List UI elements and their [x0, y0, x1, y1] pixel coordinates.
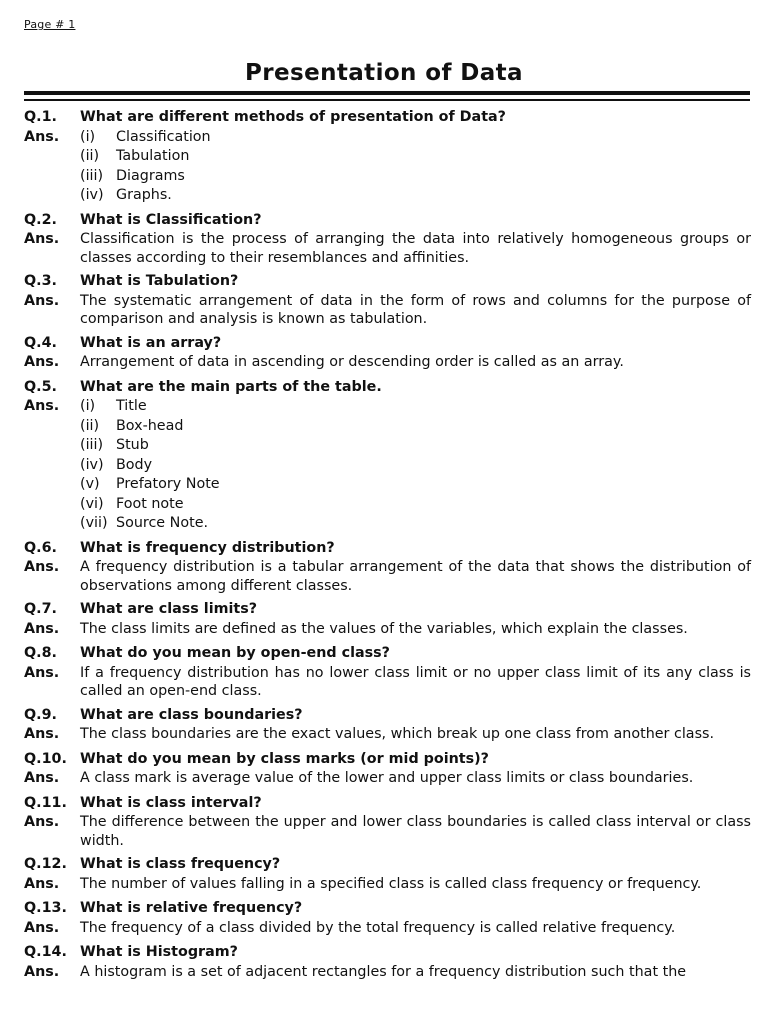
answer-label: Ans. — [24, 875, 60, 892]
title-rule-thick — [24, 91, 750, 95]
question-label: Q.14. — [24, 944, 67, 960]
answer-text: The number of values falling in a specified class is called class frequency or frequency. — [80, 875, 702, 892]
answer-text: The difference between the upper and lower class boundaries is called class interval or class width. — [80, 814, 751, 849]
question-row — [24, 378, 751, 398]
question-text: What is class frequency? — [80, 856, 281, 872]
answer-row — [24, 620, 751, 640]
list-item-number: (iii) — [80, 437, 104, 453]
list-item — [80, 186, 751, 206]
question-row — [24, 644, 751, 664]
answer-text: The frequency of a class divided by the total frequency is called relative frequency. — [80, 919, 676, 936]
list-item-number: (ii) — [80, 417, 100, 434]
question-label: Q.7. — [24, 601, 57, 617]
answer-row — [24, 813, 751, 850]
question-row — [24, 855, 751, 875]
list-item — [80, 514, 751, 534]
list-item — [80, 397, 751, 417]
document-title: Presentation of Data — [245, 60, 523, 86]
answer-row — [24, 919, 751, 939]
question-label: Q.10. — [24, 750, 67, 767]
question-label: Q.3. — [24, 273, 57, 289]
answer-text: The class limits are defined as the values of the variables, which explain the classes. — [80, 620, 688, 637]
question-row — [24, 539, 751, 559]
qa-item — [24, 272, 751, 329]
answer-row — [24, 292, 751, 329]
answer-label: Ans. — [24, 726, 60, 742]
question-label: Q.1. — [24, 109, 57, 125]
list-item — [80, 495, 751, 515]
question-text: What do you mean by open-end class? — [80, 645, 390, 661]
answer-text: A frequency distribution is a tabular arrangement of the data that shows the distribution of observations among different classes. — [80, 559, 751, 594]
list-item-text: Prefatory Note — [116, 476, 220, 492]
list-item-number: (iv) — [80, 456, 104, 473]
list-item-text: Foot note — [116, 495, 184, 512]
list-item — [80, 436, 751, 456]
answer-label: Ans. — [24, 398, 60, 414]
answer-row — [24, 353, 751, 373]
question-text: What is frequency distribution? — [80, 539, 335, 556]
answer-text: A class mark is average value of the lower and upper class limits or class boundaries. — [80, 770, 694, 786]
qa-item — [24, 378, 751, 534]
list-item-text: Title — [116, 398, 147, 414]
answer-row — [24, 875, 751, 895]
list-item-text: Graphs. — [116, 187, 172, 203]
answer-label: Ans. — [24, 231, 60, 247]
question-label: Q.8. — [24, 645, 57, 661]
list-item — [80, 456, 751, 476]
answer-list — [80, 128, 751, 206]
list-item — [80, 128, 751, 148]
answer-row — [24, 128, 751, 206]
answer-label: Ans. — [24, 919, 60, 936]
list-item-number: (ii) — [80, 148, 100, 164]
answer-label: Ans. — [24, 814, 60, 830]
question-row — [24, 899, 751, 919]
answer-row — [24, 397, 751, 534]
list-item-number: (i) — [80, 128, 96, 145]
answer-text: A histogram is a set of adjacent rectangles for a frequency distribution such that the — [80, 963, 687, 980]
answer-label: Ans. — [24, 354, 60, 370]
qa-item — [24, 899, 751, 938]
qa-item — [24, 211, 751, 268]
list-item — [80, 475, 751, 495]
qa-item — [24, 644, 751, 701]
question-label: Q.9. — [24, 706, 57, 723]
question-row — [24, 600, 751, 620]
answer-row — [24, 963, 751, 983]
qa-item — [24, 943, 751, 982]
qa-item — [24, 539, 751, 596]
answer-text: Classification is the process of arranging the data into relatively homogeneous groups or classes according to their resemblances and affinities. — [80, 231, 751, 266]
list-item-text: Diagrams — [116, 167, 185, 184]
question-text: What are class boundaries? — [80, 706, 303, 723]
qa-item — [24, 600, 751, 639]
question-text: What is an array? — [80, 334, 222, 351]
answer-text: The class boundaries are the exact values, which break up one class from another class. — [80, 726, 715, 742]
answer-row — [24, 558, 751, 595]
answer-row — [24, 664, 751, 701]
question-text: What is class interval? — [80, 794, 262, 811]
list-item — [80, 167, 751, 187]
question-row — [24, 794, 751, 814]
page-number: Page # 1 — [24, 18, 76, 31]
question-text: What is Tabulation? — [80, 273, 239, 289]
question-label: Q.6. — [24, 539, 57, 556]
answer-label: Ans. — [24, 963, 60, 980]
list-item-number: (iv) — [80, 187, 104, 203]
question-label: Q.13. — [24, 900, 67, 916]
question-row — [24, 706, 751, 726]
qa-item — [24, 750, 751, 789]
question-row — [24, 108, 751, 128]
qa-item — [24, 334, 751, 373]
list-item-number: (v) — [80, 476, 100, 492]
answer-label: Ans. — [24, 620, 60, 637]
question-row — [24, 272, 751, 292]
question-label: Q.2. — [24, 211, 57, 228]
question-text: What do you mean by class marks (or mid points)? — [80, 750, 489, 767]
answer-label: Ans. — [24, 559, 60, 575]
list-item-text: Classification — [116, 128, 211, 145]
list-item-text: Box-head — [116, 417, 184, 434]
list-item-number: (iii) — [80, 167, 104, 184]
qa-item — [24, 794, 751, 851]
answer-label: Ans. — [24, 128, 60, 145]
answer-text: The systematic arrangement of data in the form of rows and columns for the purpose of comparison and analysis is known as tabulation. — [80, 292, 751, 327]
question-text: What is Classification? — [80, 211, 262, 228]
answer-text: Arrangement of data in ascending or descending order is called as an array. — [80, 354, 624, 370]
list-item-number: (i) — [80, 398, 96, 414]
question-text: What are different methods of presentation of Data? — [80, 109, 506, 125]
list-item-text: Source Note. — [116, 515, 209, 531]
qa-item — [24, 706, 751, 745]
question-label: Q.12. — [24, 856, 67, 872]
answer-row — [24, 725, 751, 745]
title-rule-thin — [24, 99, 750, 101]
question-row — [24, 211, 751, 231]
qa-list — [24, 108, 751, 987]
answer-label: Ans. — [24, 770, 60, 786]
question-label: Q.4. — [24, 334, 57, 351]
answer-list — [80, 397, 751, 534]
question-row — [24, 334, 751, 354]
list-item-number: (vi) — [80, 495, 104, 512]
answer-label: Ans. — [24, 664, 60, 681]
question-text: What are the main parts of the table. — [80, 378, 382, 395]
qa-item — [24, 855, 751, 894]
question-label: Q.5. — [24, 378, 57, 395]
question-label: Q.11. — [24, 794, 67, 811]
qa-item — [24, 108, 751, 206]
list-item — [80, 417, 751, 437]
list-item-text: Body — [116, 456, 153, 473]
list-item — [80, 147, 751, 167]
answer-label: Ans. — [24, 292, 60, 309]
question-text: What are class limits? — [80, 601, 258, 617]
answer-text: If a frequency distribution has no lower class limit or no upper class limit of its any class is called an open-end class. — [80, 664, 751, 699]
question-text: What is relative frequency? — [80, 900, 303, 916]
list-item-number: (vii) — [80, 515, 108, 531]
question-row — [24, 750, 751, 770]
question-row — [24, 943, 751, 963]
answer-row — [24, 230, 751, 267]
list-item-text: Stub — [116, 437, 149, 453]
question-text: What is Histogram? — [80, 944, 238, 960]
list-item-text: Tabulation — [116, 148, 190, 164]
answer-row — [24, 769, 751, 789]
